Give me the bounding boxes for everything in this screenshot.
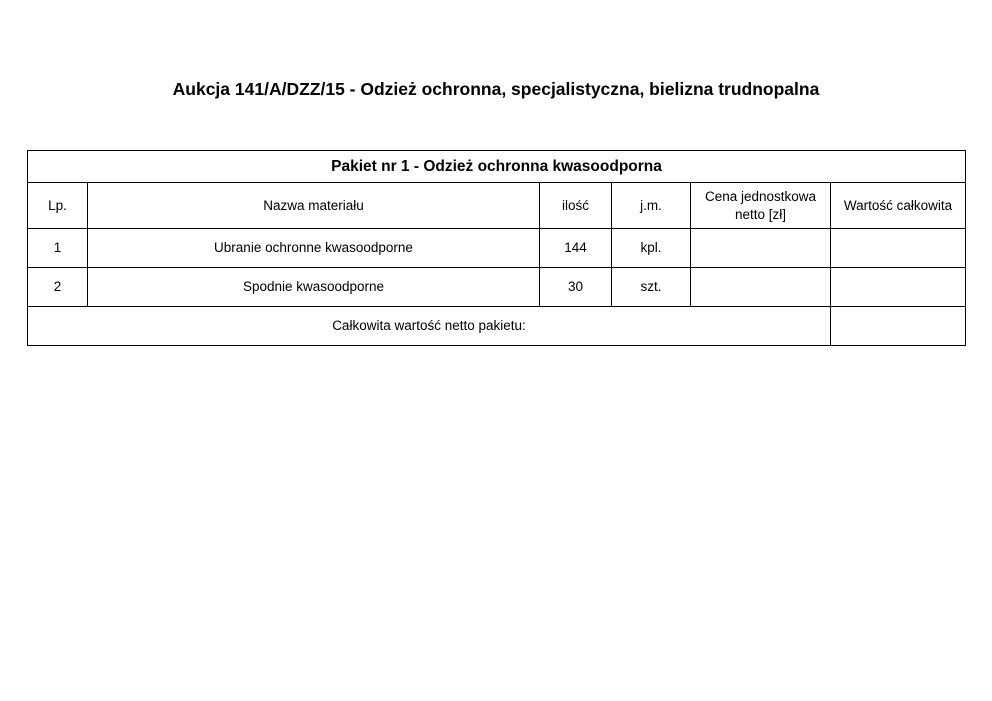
column-header-unit: j.m. bbox=[612, 183, 691, 229]
column-header-name: Nazwa materiału bbox=[88, 183, 540, 229]
cell-unit: kpl. bbox=[612, 229, 691, 268]
cell-qty: 144 bbox=[540, 229, 612, 268]
table-row bbox=[28, 229, 966, 268]
cell-unit-price[interactable] bbox=[691, 229, 831, 268]
document-title: Aukcja 141/A/DZZ/15 - Odzież ochronna, specjalistyczna, bielizna trudnopalna bbox=[172, 79, 820, 99]
table-row bbox=[28, 268, 966, 307]
cell-total-value[interactable] bbox=[831, 268, 966, 307]
column-header-total-value: Wartość całkowita bbox=[831, 183, 966, 229]
total-value-cell[interactable] bbox=[831, 307, 966, 346]
package-title-row bbox=[28, 151, 966, 183]
column-header-qty: ilość bbox=[540, 183, 612, 229]
cell-unit: szt. bbox=[612, 268, 691, 307]
cell-name: Spodnie kwasoodporne bbox=[88, 268, 540, 307]
total-row bbox=[28, 307, 966, 346]
cell-total-value[interactable] bbox=[831, 229, 966, 268]
table-header-row bbox=[28, 183, 966, 229]
package-table bbox=[27, 150, 966, 346]
cell-lp: 2 bbox=[28, 268, 88, 307]
package-title: Pakiet nr 1 - Odzież ochronna kwasoodporna bbox=[28, 151, 966, 183]
column-header-lp: Lp. bbox=[28, 183, 88, 229]
column-header-unit-price bbox=[691, 183, 831, 229]
cell-qty: 30 bbox=[540, 268, 612, 307]
column-header-unit-price-line2: netto [zł] bbox=[734, 206, 787, 222]
column-header-unit-price-line1: Cena jednostkowa bbox=[704, 188, 817, 204]
total-label: Całkowita wartość netto pakietu: bbox=[28, 307, 831, 346]
cell-lp: 1 bbox=[28, 229, 88, 268]
cell-name: Ubranie ochronne kwasoodporne bbox=[88, 229, 540, 268]
cell-unit-price[interactable] bbox=[691, 268, 831, 307]
